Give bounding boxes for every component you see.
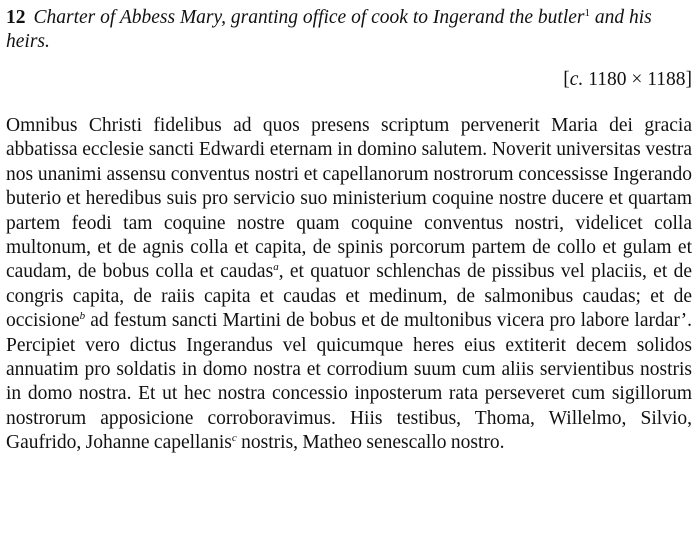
date-circa: c. [569, 69, 584, 90]
charter-text-part-4: nostris, Matheo senescallo nostro. [236, 432, 505, 454]
charter-date [6, 68, 692, 92]
charter-title-continuation: and his heirs. [6, 7, 652, 52]
charter-heading [6, 6, 692, 54]
textual-note-b: b [79, 310, 86, 323]
textual-note-a: a [273, 261, 279, 274]
date-range: 1180 × 1188] [583, 69, 692, 90]
charter-text [6, 114, 692, 456]
charter-entry [6, 6, 692, 456]
charter-text-part-1: Omnibus Christi fidelibus ad quos presens scriptum pervenerit Maria dei gracia abbatissa ecclesie sancti Edwardi eternam in domino salutem. Noverit universitas vestra nos unanimi assensu conventus nostri et capellanorum nostrorum concessisse Ingerando buterio et heredibus suis pro servicio suo ministerium coquine nostre ducere et quartam partem feodi tam coquine nostre quam coquine conventus nostri, videlicet colla multonum, et de agnis colla et capita, de spinis porcorum partem de collo et gulam et caudam, de bobus colla et caudas [6, 115, 692, 283]
textual-note-c: c [231, 432, 237, 445]
charter-title: Charter of Abbess Mary, granting office of cook to Ingerand the butler [33, 7, 585, 28]
footnote-marker-1: 1 [584, 7, 590, 19]
charter-text-part-3: ad festum sancti Martini de bobus et de multonibus vicera pro labore lardar’. Percipiet vero dictus Ingerandus vel quicumque heres eius extiterit decem solidos annuatim pro soldatis in domo nostra et corrodium suum cum aliis servientibus nostris in domo nostra. Et ut hec nostra concessio inposterum rata perseveret cum sigillorum nostrorum apposicione corroboravimus. Hiis testibus, Thoma, Willelmo, Silvio, Gaufrido, Johanne capellanis [6, 310, 692, 454]
date-open-bracket: [ [563, 69, 570, 90]
charter-text-part-2: , et quatuor schlenchas de pissibus vel placiis, et de congris capita, de raiis capita et caudas et medinum, de salmonibus caudas; et de occisione [6, 261, 692, 332]
charter-number: 12 [6, 7, 26, 28]
